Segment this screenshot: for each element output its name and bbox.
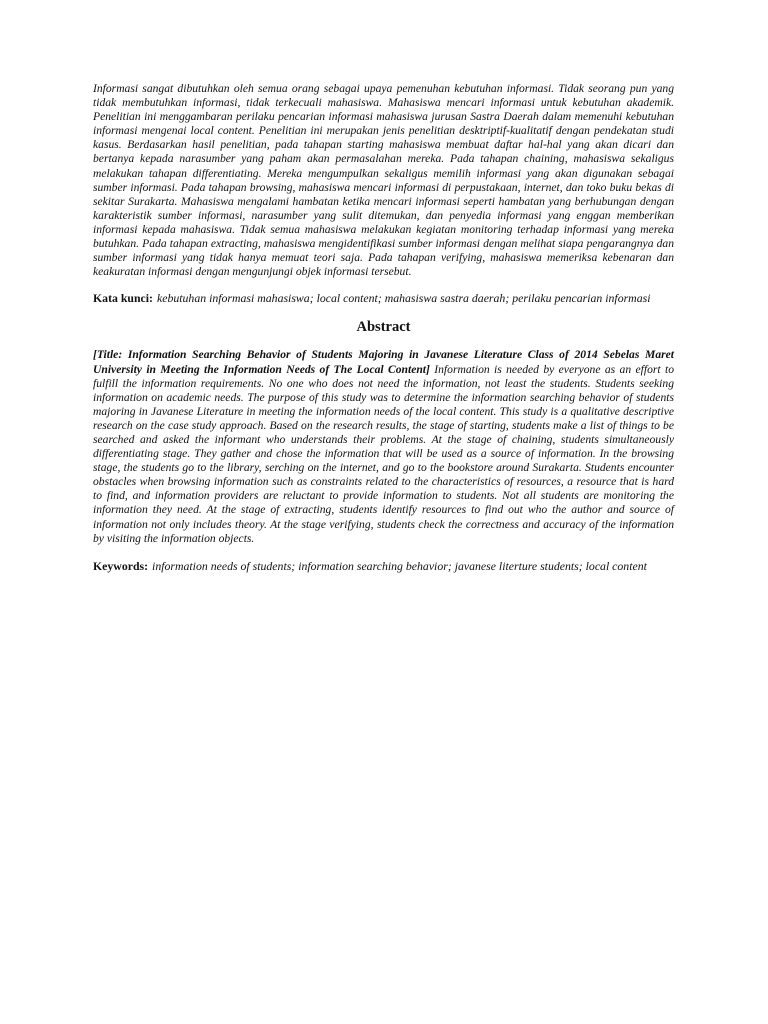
abstract-paragraph <box>93 348 674 545</box>
abstract-page <box>93 82 674 573</box>
keywords-label: Keywords: <box>93 558 149 573</box>
abstract-title: [Title: Information Searching Behavior of Students Majoring in Javanese Literature Class of 2014 Sebelas Maret University in Meeting the Information Needs of The Local Content] <box>93 348 674 376</box>
keywords-block <box>93 559 674 573</box>
abstract-heading: Abstract <box>356 319 411 336</box>
kata-kunci-text: kebutuhan informasi mahasiswa; local content; mahasiswa sastra daerah; perilaku pencarian informasi <box>156 291 651 306</box>
abstrak-paragraph: Informasi sangat dibutuhkan oleh semua orang sebagai upaya pemenuhan kebutuhan informasi. Tidak seorang pun yang tidak membutuhkan informasi, tidak terkecuali mahasiswa. Mahasiswa mencari informasi untuk kebutuhan akademik. Penelitian ini menggambaran perilaku pencarian informasi mahasiswa jurusan Sastra Daerah dalam memenuhi kebutuhan informasi mengenai local content. Penelitian ini merupakan jenis penelitian desktriptif-kualitatif dengan pendekatan studi kasus. Berdasarkan hasil penelitian, pada tahapan starting mahasiswa membuat daftar hal-hal yang akan dicari dan bertanya kepada narasumber yang paham akan permasalahan mereka. Pada tahapan chaining, mahasiswa sekaligus melakukan tahapan differentiating. Mereka mengumpulkan sekaligus memilih informasi yang akan digunakan sebagai sumber informasi. Pada tahapan browsing, mahasiswa mencari informasi di perpustakaan, internet, dan toko buku bekas di sekitar Surakarta. Mahasiswa mengalami hambatan ketika mencari informasi seperti hambatan yang berhubungan dengan karakteristik sumber informasi, narasumber yang sulit ditemukan, dan penyedia informasi yang enggan memberikan informasi kepada mahasiswa. Tidak semua mahasiswa melakukan kegiatan monitoring terhadap informasi yang mereka butuhkan. Pada tahapan extracting, mahasiswa mengidentifikasi sumber informasi dengan melihat siapa pengarangnya dan sumber informasi yang tidak hanya memuat teori saja. Pada tahapan verifying, mahasiswa memeriksa kebenaran dan keakuratan informasi dengan mengunjungi objek informasi tersebut. <box>93 82 674 279</box>
keywords-text: information needs of students; information searching behavior; javanese literture students; local content <box>152 558 647 573</box>
kata-kunci-label: Kata kunci: <box>93 291 153 306</box>
abstract-text: Information is needed by everyone as an effort to fulfill the information requirements. No one who does not need the information, not least the students. Students seeking information on academic needs. The purpose of this study was to determine the information searching behavior of students majoring in Javanese Literature in meeting the information needs of the local content. This study is a qualitative descriptive research on the case study approach. Based on the research results, the stage of starting, students make a list of things to be searched and asked the informant who understands their problems. At the stage of chaining, students simultaneously differentiating stage. They gather and chose the information that will be used as a source of information. In the browsing stage, the students go to the library, serching on the internet, and go to the bookstore around Surakarta. Students encounter obstacles when browsing information such as constraints related to the characteristics of resources, a resource that is hard to find, and information providers are reluctant to provide information to students. Not all students are monitoring the information they need. At the stage of extracting, students identify resources to find out who the author and source of information not only includes theory. At the stage verifying, students check the correctness and accuracy of the information by visiting the information objects. <box>93 362 674 545</box>
kata-kunci-block <box>93 291 674 305</box>
